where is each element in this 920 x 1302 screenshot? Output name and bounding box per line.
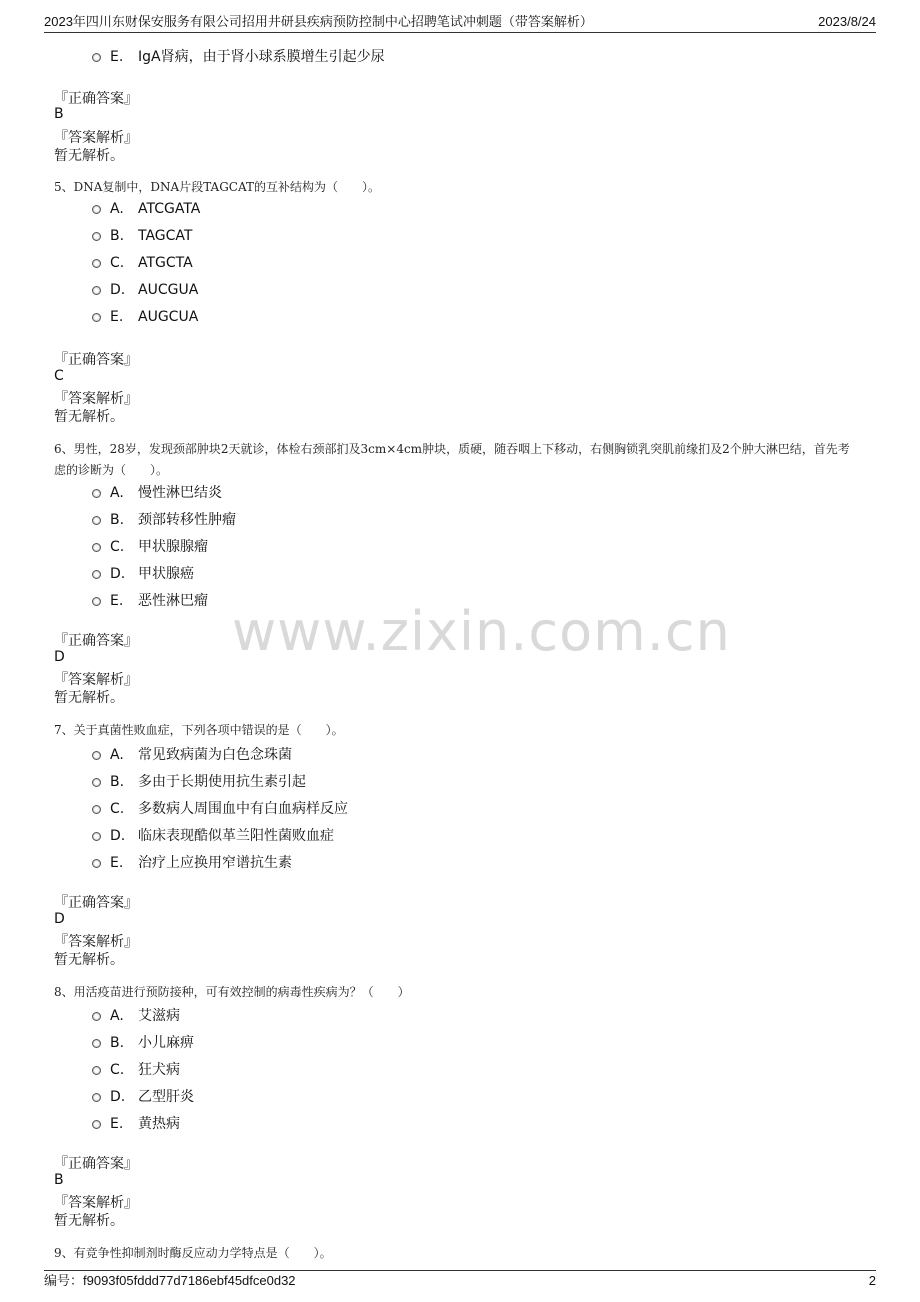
radio-icon[interactable] xyxy=(92,859,101,868)
option-text: 艾滋病 xyxy=(138,1008,180,1024)
question-stem: 7、关于真菌性败血症，下列各项中错误的是（ ）。 xyxy=(54,723,344,737)
option-letter: C. xyxy=(110,539,125,555)
correct-answer: D xyxy=(54,911,65,927)
option-letter: C. xyxy=(110,255,125,271)
option-letter: E. xyxy=(110,49,124,65)
option-text: TAGCAT xyxy=(138,228,193,244)
page-footer xyxy=(44,1270,876,1291)
option-letter: C. xyxy=(110,1062,125,1078)
radio-icon[interactable] xyxy=(92,232,101,241)
option-letter: D. xyxy=(110,1089,126,1105)
option-text: 恶性淋巴瘤 xyxy=(138,593,208,609)
radio-icon[interactable] xyxy=(92,751,101,760)
analysis-label: 『答案解析』 xyxy=(54,391,138,407)
analysis-label: 『答案解析』 xyxy=(54,130,138,146)
correct-answer-label: 『正确答案』 xyxy=(54,895,138,911)
option-letter: B. xyxy=(110,228,125,244)
question-stem: 8、用活疫苗进行预防接种，可有效控制的病毒性疾病为？（ ） xyxy=(54,985,410,999)
correct-answer: D xyxy=(54,649,65,665)
option-row[interactable] xyxy=(92,563,194,583)
radio-icon[interactable] xyxy=(92,313,101,322)
option-letter: C. xyxy=(110,801,125,817)
option-text: IgA肾病，由于肾小球系膜增生引起少尿 xyxy=(138,49,385,65)
option-letter: B. xyxy=(110,512,125,528)
option-letter: E. xyxy=(110,309,124,325)
option-letter: D. xyxy=(110,566,126,582)
option-row[interactable] xyxy=(92,1005,180,1025)
radio-icon[interactable] xyxy=(92,597,101,606)
option-letter: B. xyxy=(110,1035,125,1051)
option-row[interactable] xyxy=(92,282,198,298)
option-text: AUGCUA xyxy=(138,309,199,325)
option-row[interactable] xyxy=(92,482,222,502)
option-row[interactable] xyxy=(92,536,208,556)
option-text: 常见致病菌为白色念珠菌 xyxy=(138,747,292,763)
document-title: 2023年四川东财保安服务有限公司招用井研县疾病预防控制中心招聘笔试冲刺题（带答案解析） xyxy=(44,14,593,29)
option-text: 临床表现酷似革兰阳性菌败血症 xyxy=(138,828,334,844)
option-row[interactable] xyxy=(92,309,198,325)
page-header xyxy=(44,12,876,33)
option-letter: A. xyxy=(110,747,124,763)
option-letter: E. xyxy=(110,1116,124,1132)
option-text: AUCGUA xyxy=(138,282,199,298)
analysis-label: 『答案解析』 xyxy=(54,934,138,950)
option-row[interactable] xyxy=(92,509,236,529)
option-row[interactable] xyxy=(92,255,193,271)
analysis-text: 暂无解析。 xyxy=(54,1213,124,1229)
option-text: 小儿麻痹 xyxy=(138,1035,194,1051)
document-code: 编号：f9093f05fddd77d7186ebf45dfce0d32 xyxy=(44,1273,296,1288)
option-row[interactable] xyxy=(92,744,292,764)
correct-answer: B xyxy=(54,1172,64,1188)
analysis-text: 暂无解析。 xyxy=(54,690,124,706)
correct-answer-label: 『正确答案』 xyxy=(54,633,138,649)
correct-answer-label: 『正确答案』 xyxy=(54,1156,138,1172)
page-number: 2 xyxy=(868,1273,876,1288)
analysis-label: 『答案解析』 xyxy=(54,1195,138,1211)
option-letter: E. xyxy=(110,593,124,609)
option-row[interactable] xyxy=(92,201,200,217)
radio-icon[interactable] xyxy=(92,259,101,268)
option-text: 多数病人周围血中有白血病样反应 xyxy=(138,801,348,817)
option-letter: A. xyxy=(110,201,124,217)
option-row[interactable] xyxy=(92,1086,194,1106)
option-letter: A. xyxy=(110,485,124,501)
option-letter: D. xyxy=(110,282,126,298)
radio-icon[interactable] xyxy=(92,543,101,552)
analysis-text: 暂无解析。 xyxy=(54,952,124,968)
question-stem: 6、男性，28岁，发现颈部肿块2天就诊，体检右颈部扪及3cm×4cm肿块，质硬，随吞咽上下移动，右侧胸锁乳突肌前缘扪及2个肿大淋巴结，首先考虑的诊断为（ ）。 xyxy=(54,442,850,477)
question-stem: 9、有竞争性抑制剂时酶反应动力学特点是（ ）。 xyxy=(54,1246,332,1260)
radio-icon[interactable] xyxy=(92,489,101,498)
option-letter: A. xyxy=(110,1008,124,1024)
option-row[interactable] xyxy=(92,228,192,244)
option-letter: E. xyxy=(110,855,124,871)
radio-icon[interactable] xyxy=(92,1066,101,1075)
radio-icon[interactable] xyxy=(92,286,101,295)
correct-answer-label: 『正确答案』 xyxy=(54,352,138,368)
analysis-label: 『答案解析』 xyxy=(54,672,138,688)
radio-icon[interactable] xyxy=(92,805,101,814)
watermark: www.zixin.com.cn xyxy=(232,600,731,663)
option-text: 治疗上应换用窄谱抗生素 xyxy=(138,855,292,871)
option-text: 颈部转移性肿瘤 xyxy=(138,512,236,528)
radio-icon[interactable] xyxy=(92,778,101,787)
document-date: 2023/8/24 xyxy=(818,14,876,29)
question-stem: 5、DNA复制中，DNA片段TAGCAT的互补结构为（ ）。 xyxy=(54,180,381,194)
option-letter: D. xyxy=(110,828,126,844)
option-row[interactable] xyxy=(92,1059,180,1079)
analysis-text: 暂无解析。 xyxy=(54,409,124,425)
option-text: ATGCTA xyxy=(138,255,193,271)
option-row[interactable] xyxy=(92,590,208,610)
radio-icon[interactable] xyxy=(92,205,101,214)
radio-icon[interactable] xyxy=(92,570,101,579)
option-text: 多由于长期使用抗生素引起 xyxy=(138,774,306,790)
radio-icon[interactable] xyxy=(92,1093,101,1102)
option-row[interactable] xyxy=(92,825,334,845)
correct-answer: C xyxy=(54,368,64,384)
option-text: 慢性淋巴结炎 xyxy=(138,485,222,501)
radio-icon[interactable] xyxy=(92,1012,101,1021)
radio-icon[interactable] xyxy=(92,832,101,841)
radio-icon[interactable] xyxy=(92,1120,101,1129)
option-letter: B. xyxy=(110,774,125,790)
option-text: ATCGATA xyxy=(138,201,201,217)
option-row[interactable] xyxy=(92,852,292,872)
radio-icon[interactable] xyxy=(92,516,101,525)
radio-icon[interactable] xyxy=(92,53,101,62)
option-text: 甲状腺腺瘤 xyxy=(138,539,208,555)
option-row[interactable] xyxy=(92,46,385,66)
option-row[interactable] xyxy=(92,1032,194,1052)
option-row[interactable] xyxy=(92,771,306,791)
correct-answer: B xyxy=(54,106,64,122)
analysis-text: 暂无解析。 xyxy=(54,148,124,164)
correct-answer-label: 『正确答案』 xyxy=(54,91,138,107)
option-text: 狂犬病 xyxy=(138,1062,180,1078)
option-text: 黄热病 xyxy=(138,1116,180,1132)
option-row[interactable] xyxy=(92,1113,180,1133)
option-row[interactable] xyxy=(92,798,348,818)
radio-icon[interactable] xyxy=(92,1039,101,1048)
option-text: 甲状腺癌 xyxy=(138,566,194,582)
option-text: 乙型肝炎 xyxy=(138,1089,194,1105)
